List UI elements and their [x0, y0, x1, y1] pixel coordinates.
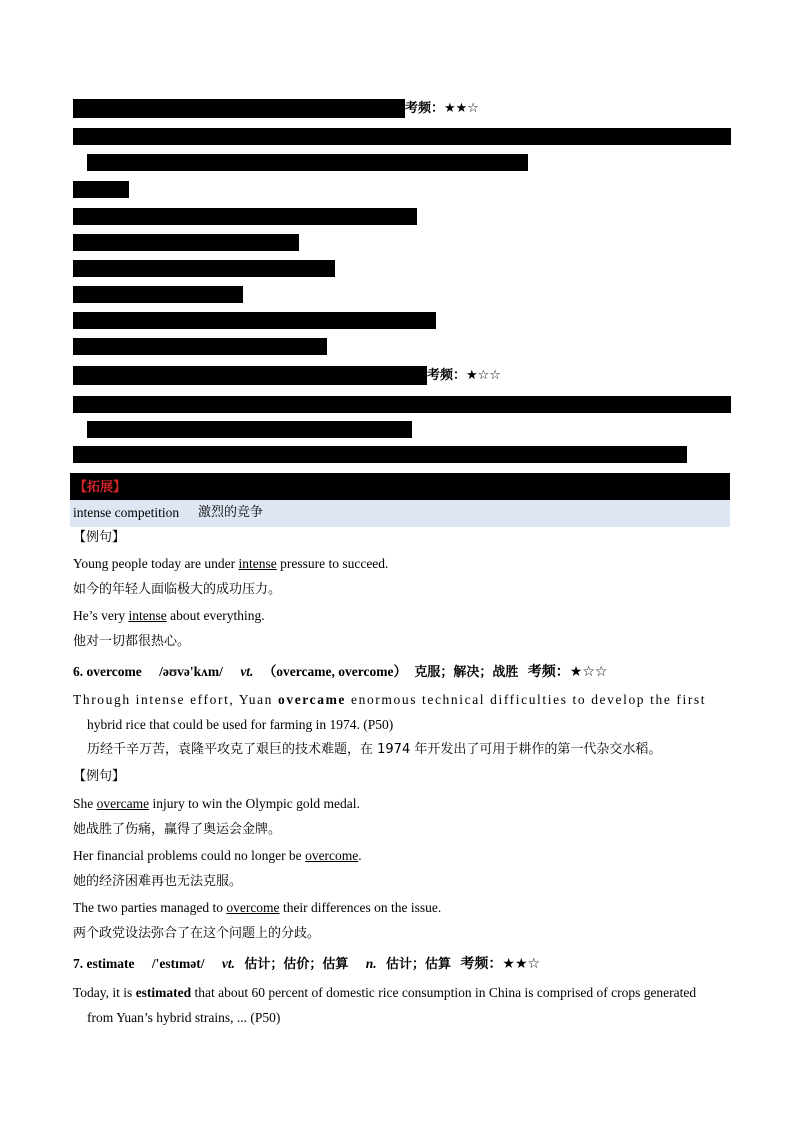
- expand-phrase-zh: 激烈的竞争: [198, 505, 264, 520]
- example-text: their differences on the issue.: [279, 900, 442, 915]
- example-translation: 如今的年轻人面临极大的成功压力。: [73, 582, 282, 597]
- entry-forms: （overcame, overcome）: [262, 664, 408, 679]
- example-text: Her financial problems could no longer be: [73, 848, 306, 863]
- redacted-line: [73, 312, 436, 329]
- keyword: intense: [128, 608, 167, 623]
- expand-box: [70, 473, 730, 527]
- source-sentence: [73, 984, 696, 1002]
- keyword: intense: [238, 556, 277, 571]
- keyword: overcome: [305, 848, 359, 863]
- expand-header: [70, 473, 730, 500]
- keyword: overcame: [278, 692, 347, 707]
- entry-phonetic: /əʊvə'kʌm/: [159, 664, 223, 679]
- entry-phonetic: /'estɪmət/: [151, 956, 205, 971]
- redacted-line: [73, 338, 327, 355]
- entry-meaning: 克服；解决；战胜: [414, 665, 519, 680]
- example-text: The two parties managed to: [73, 900, 227, 915]
- examples-label: 【例句】: [73, 769, 126, 784]
- example-translation: 两个政党设法弥合了在这个问题上的分歧。: [73, 926, 321, 941]
- redacted-line: [73, 128, 731, 145]
- example-sentence: [73, 607, 265, 625]
- example-text: injury to win the Olympic gold medal.: [149, 796, 360, 811]
- example-translation: 他对一切都很热心。: [73, 634, 191, 649]
- sentence-text: that about 60 percent of domestic rice consumption in China is comprised of crops generated: [191, 985, 697, 1000]
- example-sentence: [73, 899, 441, 917]
- frequency-label: 考频：★☆☆: [427, 368, 501, 383]
- example-translation: 她战胜了伤痛，赢得了奥运会金牌。: [73, 822, 282, 837]
- frequency-label: 考频：★☆☆: [527, 664, 608, 680]
- keyword: overcame: [96, 796, 150, 811]
- entry-meaning: 估计；估算: [386, 957, 452, 972]
- redacted-line: [87, 421, 412, 438]
- redacted-line: [73, 286, 243, 303]
- example-text: He’s very: [73, 608, 129, 623]
- redacted-line: [73, 396, 731, 413]
- keyword: estimated: [135, 985, 192, 1000]
- example-text: .: [358, 848, 362, 863]
- expand-phrase-en: intense competition: [73, 505, 180, 520]
- entry-pos: vt.: [240, 664, 254, 679]
- redacted-line: [73, 446, 687, 463]
- redacted-line: [73, 234, 299, 251]
- redacted-line: [87, 154, 528, 171]
- source-sentence-line2: hybrid rice that could be used for farming in 1974. (P50): [87, 717, 394, 732]
- source-sentence-line2: from Yuan’s hybrid strains, ... (P50): [87, 1010, 281, 1025]
- expand-label: 【拓展】: [74, 480, 127, 495]
- sentence-text: Today, it is: [73, 985, 136, 1000]
- frequency-label: 考频：★★☆: [405, 101, 479, 116]
- entry-pos: n.: [365, 956, 377, 971]
- redacted-line: [73, 260, 335, 277]
- entry-pos: vt.: [221, 956, 235, 971]
- example-text: pressure to succeed.: [276, 556, 389, 571]
- examples-label: 【例句】: [73, 530, 126, 545]
- entry-word: 6. overcome: [73, 664, 142, 679]
- example-sentence: [73, 847, 362, 865]
- expand-body: [70, 500, 730, 527]
- entry-word: 7. estimate: [73, 956, 135, 971]
- keyword: overcome: [226, 900, 280, 915]
- redacted-heading: [73, 366, 427, 385]
- example-translation: 她的经济困难再也无法克服。: [73, 874, 243, 889]
- redacted-heading: [73, 99, 405, 118]
- example-text: about everything.: [166, 608, 265, 623]
- example-sentence: [73, 555, 388, 573]
- redacted-line: [73, 181, 129, 198]
- example-text: Young people today are under: [73, 556, 239, 571]
- entry-meaning: 估计；估价；估算: [244, 957, 349, 972]
- example-sentence: [73, 795, 360, 813]
- entry-heading-estimate: [73, 955, 540, 974]
- example-text: She: [73, 796, 97, 811]
- entry-heading-overcome: [73, 663, 607, 682]
- sentence-text: Through intense effort, Yuan: [73, 692, 278, 707]
- sentence-text: enormous technical difficulties to develop the first: [346, 692, 707, 707]
- frequency-label: 考频：★★☆: [460, 956, 541, 972]
- source-sentence: [73, 691, 706, 709]
- redacted-line: [73, 208, 417, 225]
- source-translation: 历经千辛万苦，袁隆平攻克了艰巨的技术难题，在 1974 年开发出了可用于耕作的第一代杂交水稻。: [87, 742, 662, 757]
